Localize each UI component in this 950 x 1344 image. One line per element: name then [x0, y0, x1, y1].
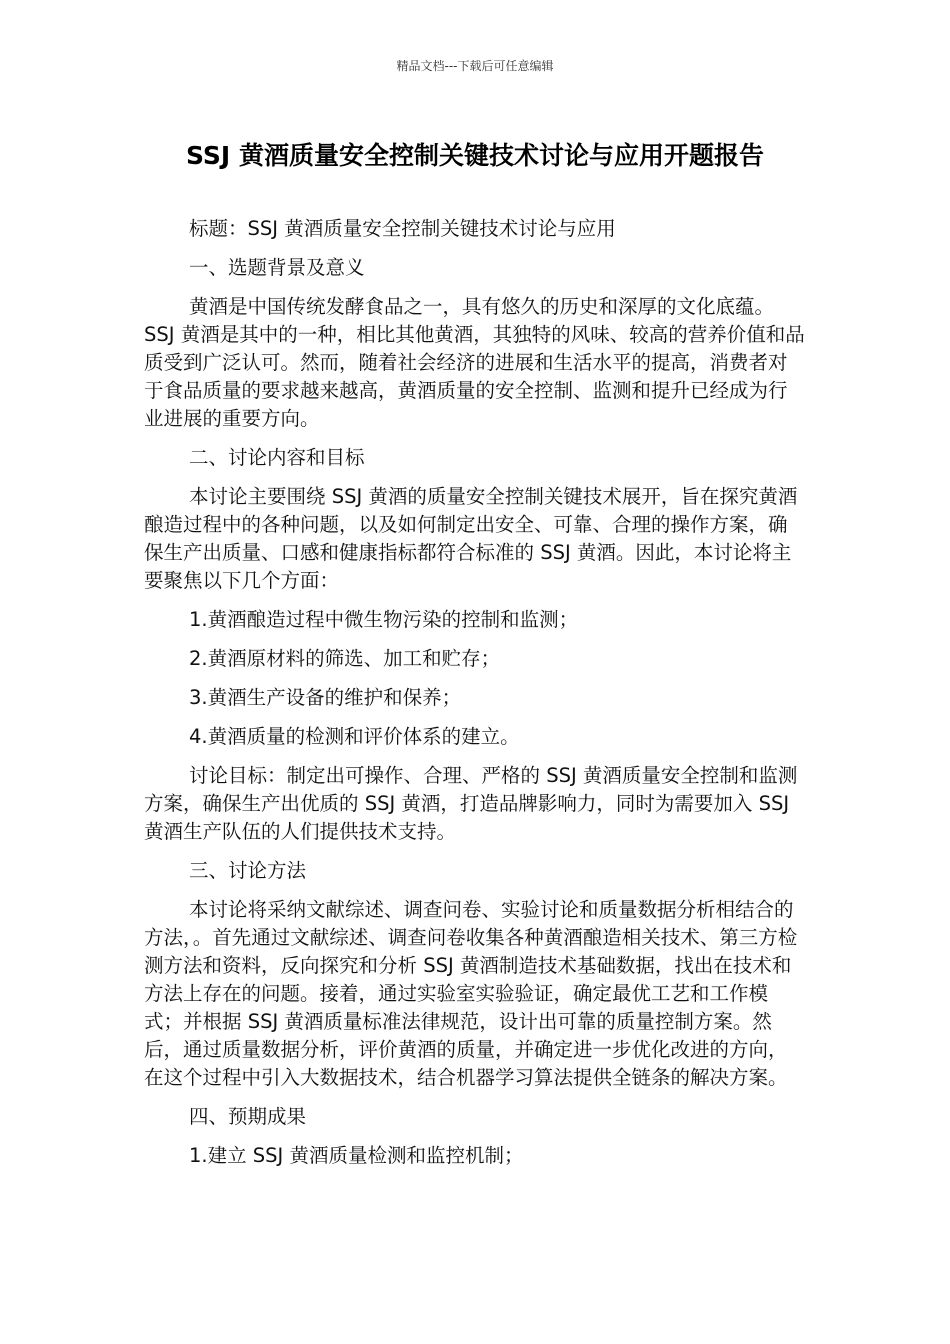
- section-heading-methods: 三、讨论方法: [189, 859, 307, 882]
- document-body: [144, 215, 806, 1181]
- section-heading-background: 一、选题背景及意义: [189, 256, 365, 279]
- list-item: 1.黄酒酿造过程中微生物污染的控制和监测；: [189, 608, 579, 631]
- subject-line: 标题：SSJ 黄酒质量安全控制关键技术讨论与应用: [189, 217, 616, 240]
- section-heading-content: 二、讨论内容和目标: [189, 446, 365, 469]
- header-note: 精品文档---下载后可任意编辑: [396, 59, 554, 73]
- list-item: 4.黄酒质量的检测和评价体系的建立。: [189, 725, 520, 748]
- section-heading-results: 四、预期成果: [189, 1105, 307, 1128]
- content-paragraph: 本讨论主要围绕 SSJ 黄酒的质量安全控制关键技术展开，旨在探究黄酒酿造过程中的各种问题，以及如何制定出安全、可靠、合理的操作方案，确保生产出质量、口感和健康指标都符合标准的 SSJ 黄酒。因此，本讨论将主要聚焦以下几个方面：: [144, 485, 798, 592]
- list-item: 1.建立 SSJ 黄酒质量检测和监控机制；: [189, 1144, 524, 1167]
- list-item: 2.黄酒原材料的筛选、加工和贮存；: [189, 647, 501, 670]
- background-paragraph: 黄酒是中国传统发酵食品之一，具有悠久的历史和深厚的文化底蕴。 SSJ 黄酒是其中的一种，相比其他黄酒，其独特的风味、较高的营养价值和品质受到广泛认可。然而，随着社会经济的进展和生活水平的提高，消费者对于食品质量的要求越来越高，黄酒质量的安全控制、监测和提升已经成为行业进展的重要方向。: [144, 295, 805, 430]
- list-item: 3.黄酒生产设备的维护和保养；: [189, 686, 462, 709]
- goal-paragraph: 讨论目标：制定出可操作、合理、严格的 SSJ 黄酒质量安全控制和监测方案，确保生产出优质的 SSJ 黄酒，打造品牌影响力，同时为需要加入 SSJ 黄酒生产队伍的人们提供技术支持。: [144, 764, 798, 843]
- document-title: SSJ 黄酒质量安全控制关键技术讨论与应用开题报告: [186, 141, 764, 170]
- methods-paragraph: 本讨论将采纳文献综述、调查问卷、实验讨论和质量数据分析相结合的方法，。首先通过文献综述、调查问卷收集各种黄酒酿造相关技术、第三方检测方法和资料，反向探究和分析 SSJ 黄酒制造技术基础数据，找出在技术和方法上存在的问题。接着，通过实验室实验验证，确定最优工艺和工作模式；并根据 SSJ 黄酒质量标准法律规范，设计出可靠的质量控制方案。然后，通过质量数据分析，评价黄酒的质量，并确定进一步优化改进的方向，在这个过程中引入大数据技术，结合机器学习算法提供全链条的解决方案。: [144, 898, 798, 1089]
